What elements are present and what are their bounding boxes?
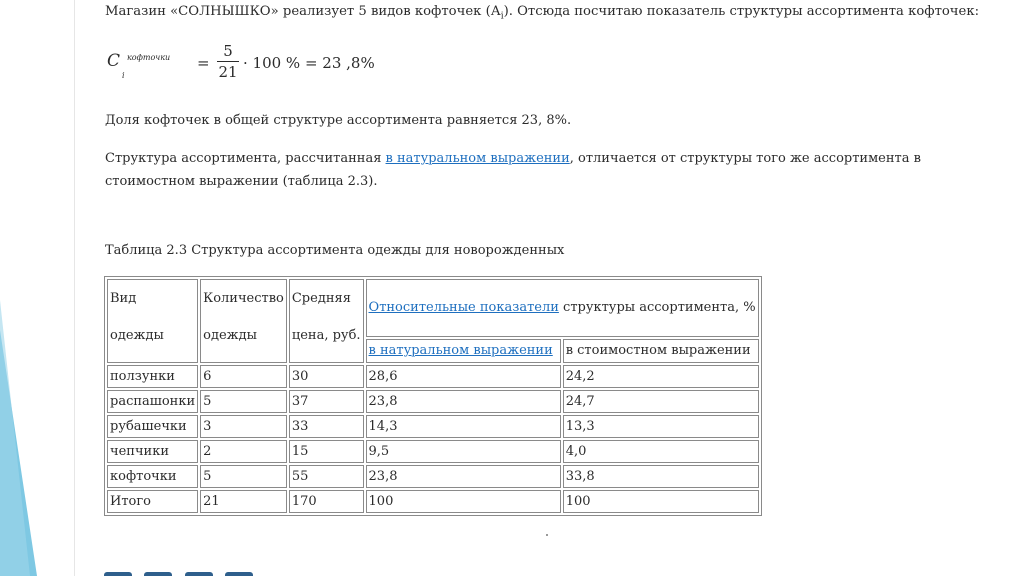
formula-superscript: кофточки	[127, 53, 171, 62]
natural-expression-table-link[interactable]: в натуральном выражении	[368, 343, 553, 358]
cell-natural: 9,5	[366, 440, 561, 463]
table-row	[107, 415, 759, 438]
cell-type: кофточки	[107, 465, 198, 488]
table-total-row	[107, 490, 759, 513]
fraction-bar	[217, 61, 239, 62]
subheader-natural	[366, 339, 561, 363]
cell-cost: 100	[563, 490, 759, 513]
table-row	[107, 465, 759, 488]
header-garment-line1: Вид	[110, 291, 137, 306]
para2-text-after: , отличается от структуры того же ассортимента в стоимостном выражении (таблица 2.3).	[105, 151, 921, 189]
formula-numerator: 5	[223, 42, 233, 60]
cell-price: 55	[289, 465, 364, 488]
cell-cost: 33,8	[563, 465, 759, 488]
intro-subscript: i	[500, 11, 504, 22]
header-quantity-line1: Количество	[203, 291, 284, 306]
formula-fraction	[217, 42, 239, 81]
header-price-line2: цена, руб.	[291, 328, 361, 343]
cell-natural: 14,3	[366, 415, 561, 438]
cell-type: рубашечки	[107, 415, 198, 438]
table-caption: Таблица 2.3 Структура ассортимента одежды для новорожденных	[105, 243, 565, 258]
cell-price: 170	[289, 490, 364, 513]
toolbar-button-3[interactable]	[185, 572, 213, 576]
natural-expression-link[interactable]: в натуральном выражении	[385, 151, 570, 166]
cell-cost: 4,0	[563, 440, 759, 463]
cell-cost: 24,7	[563, 390, 759, 413]
relative-indicators-link[interactable]: Относительные показатели	[368, 300, 559, 315]
relative-indicators-text: структуры ассортимента, %	[558, 300, 756, 315]
table-header-row	[107, 279, 759, 337]
cell-qty: 2	[200, 440, 287, 463]
intro-text-end: ). Отсюда посчитаю показатель структуры ассортимента кофточек:	[503, 4, 980, 19]
subheader-cost: в стоимостном выражении	[563, 339, 759, 363]
cell-price: 37	[289, 390, 364, 413]
table-wrapper	[104, 276, 762, 516]
decorative-triangle	[0, 0, 74, 576]
cell-natural: 28,6	[366, 365, 561, 388]
cell-qty: 6	[200, 365, 287, 388]
header-avg-price	[289, 279, 364, 363]
cell-cost: 13,3	[563, 415, 759, 438]
table-row	[107, 365, 759, 388]
assortment-table	[104, 276, 762, 516]
cell-natural: 100	[366, 490, 561, 513]
formula-symbol: C	[107, 51, 121, 71]
cell-qty: 21	[200, 490, 287, 513]
toolbar-button-2[interactable]	[144, 572, 172, 576]
table-row	[107, 390, 759, 413]
cell-price: 15	[289, 440, 364, 463]
cell-type: распашонки	[107, 390, 198, 413]
cell-natural: 23,8	[366, 390, 561, 413]
header-quantity	[200, 279, 287, 363]
formula-rest: · 100 % = 23 ,8%	[243, 54, 375, 72]
intro-text: Магазин «СОЛНЫШКО» реализует 5 видов кофточек (А	[105, 4, 501, 19]
table-row	[107, 440, 759, 463]
cell-price: 30	[289, 365, 364, 388]
cell-type: ползунки	[107, 365, 198, 388]
formula	[105, 40, 425, 90]
toolbar-button-1[interactable]	[104, 572, 132, 576]
header-garment-line2: одежды	[110, 328, 164, 343]
toolbar-button-4[interactable]	[225, 572, 253, 576]
formula-subscript: i	[122, 71, 125, 80]
cell-type: чепчики	[107, 440, 198, 463]
cell-type: Итого	[107, 490, 198, 513]
cell-natural: 23,8	[366, 465, 561, 488]
cell-qty: 5	[200, 390, 287, 413]
header-relative-indicators	[366, 279, 759, 337]
cell-cost: 24,2	[563, 365, 759, 388]
share-paragraph: Доля кофточек в общей структуре ассортимента равняется 23, 8%.	[105, 113, 572, 128]
header-price-line1: Средняя	[291, 291, 351, 306]
header-quantity-line2: одежды	[203, 328, 257, 343]
intro-line	[105, 3, 979, 26]
formula-equals: =	[197, 54, 210, 72]
stray-dot	[546, 534, 548, 536]
cell-price: 33	[289, 415, 364, 438]
formula-denominator: 21	[218, 63, 238, 81]
header-garment-type	[107, 279, 198, 363]
cell-qty: 5	[200, 465, 287, 488]
left-sidebar-strip	[0, 0, 75, 576]
cell-qty: 3	[200, 415, 287, 438]
structure-paragraph	[105, 147, 990, 193]
para2-text-before: Структура ассортимента, рассчитанная	[105, 151, 386, 166]
